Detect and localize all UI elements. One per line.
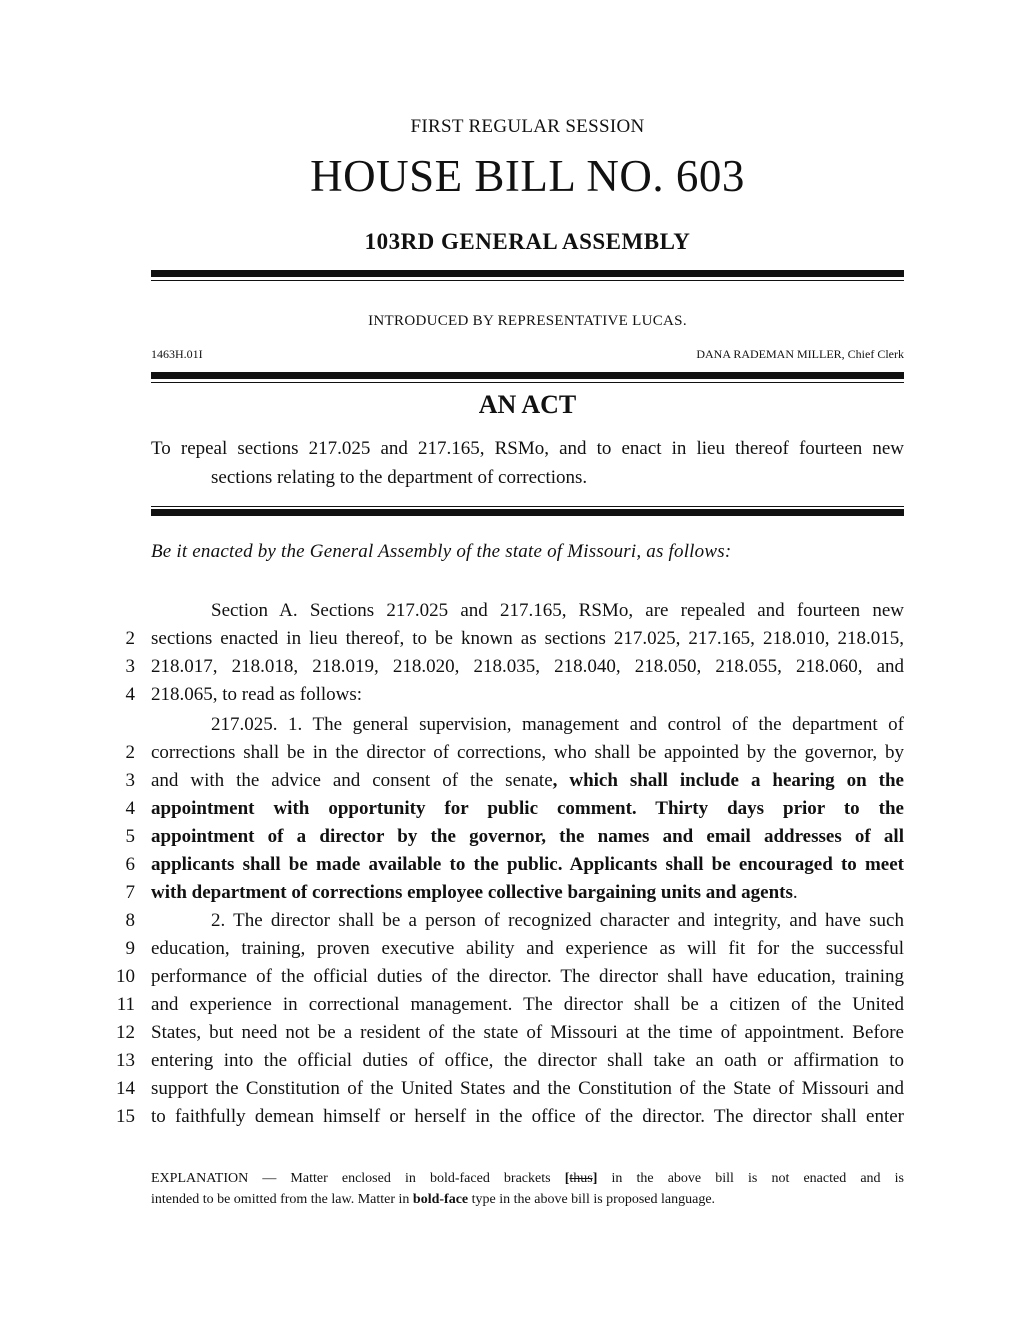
line-text: sections enacted in lieu thereof, to be known as sections 217.025, 217.165, 218.010, 218.015,	[151, 628, 904, 649]
statute-line	[125, 879, 904, 907]
statute-line	[125, 823, 904, 851]
line-number: 14	[116, 1078, 135, 1099]
line-text: and with the advice and consent of the senate	[151, 770, 553, 791]
section-a-line	[125, 625, 904, 653]
line-number: 3	[125, 656, 135, 677]
bold-word: bold-face	[412, 1192, 469, 1207]
explanation-text: type in the above bill is proposed language.	[468, 1192, 716, 1207]
act-title-line-2: sections relating to the department of corrections.	[211, 467, 588, 488]
struck-word: thus	[569, 1171, 593, 1186]
statute-line	[116, 1103, 904, 1131]
statute-line	[116, 991, 904, 1019]
section-a-line	[125, 653, 904, 681]
proposed-language: with department of corrections employee collective bargaining units and agents	[151, 882, 793, 903]
thick-rule-middle	[151, 372, 904, 379]
line-number: 7	[125, 882, 135, 903]
line-number: 5	[125, 826, 135, 847]
act-title	[151, 434, 904, 492]
line-number: 8	[125, 910, 135, 931]
line-number: 2	[125, 742, 135, 763]
line-number: 10	[116, 966, 135, 987]
explanation-text: intended to be omitted from the law. Matter in	[151, 1192, 413, 1207]
bold-bracket: ]	[592, 1171, 598, 1186]
thick-rule-top	[151, 270, 904, 277]
line-number: 4	[125, 684, 135, 705]
statute-line	[125, 739, 904, 767]
line-text: to faithfully demean himself or herself in the office of the director. The director shall enter	[151, 1106, 904, 1127]
line-number: 13	[116, 1050, 135, 1071]
assembly-label: 103RD GENERAL ASSEMBLY	[364, 229, 691, 254]
bill-number: HOUSE BILL NO. 603	[310, 151, 745, 201]
line-text: 218.065, to read as follows:	[151, 684, 363, 705]
thin-rule-middle	[151, 382, 904, 383]
act-heading: AN ACT	[478, 390, 577, 419]
explanation-line-2	[151, 1192, 715, 1207]
line-text: .	[792, 882, 798, 903]
line-text: 2. The director shall be a person of recognized character and integrity, and have such	[211, 910, 904, 931]
explanation-text: in the above bill is not enacted and is	[597, 1171, 904, 1186]
bold-bracket: [	[564, 1171, 570, 1186]
line-number: 3	[125, 770, 135, 791]
statute-line	[125, 767, 904, 795]
statute-line	[116, 1047, 904, 1075]
line-text: performance of the official duties of the director. The director shall have education, training	[151, 966, 904, 987]
line-text: and experience in correctional management. The director shall be a citizen of the United	[151, 994, 904, 1015]
thin-rule-bottom	[151, 506, 904, 507]
statute-line	[116, 1019, 904, 1047]
thin-rule-top	[151, 280, 904, 281]
line-number: 11	[116, 994, 135, 1015]
statute-line	[116, 1075, 904, 1103]
proposed-language: , which shall include a hearing on the	[552, 770, 904, 791]
proposed-language: appointment with opportunity for public comment. Thirty days prior to the	[151, 798, 904, 819]
chief-clerk: DANA RADEMAN MILLER, Chief Clerk	[696, 347, 904, 361]
line-number: 9	[125, 938, 135, 959]
statute-line	[116, 963, 904, 991]
line-number: 15	[116, 1106, 135, 1127]
line-number: 4	[125, 798, 135, 819]
thick-rule-bottom	[151, 509, 904, 516]
line-text: 217.025. 1. The general supervision, management and control of the department of	[211, 714, 904, 735]
line-text: corrections shall be in the director of corrections, who shall be appointed by the governor, by	[151, 742, 904, 763]
enacting-clause: Be it enacted by the General Assembly of the state of Missouri, as follows:	[151, 541, 732, 562]
statute-line	[151, 711, 904, 739]
explanation-line-1	[151, 1168, 904, 1189]
line-text: entering into the official duties of office, the director shall take an oath or affirmation to	[151, 1050, 904, 1071]
statute-line	[125, 851, 904, 879]
explanation-note	[151, 1168, 904, 1210]
line-text: States, but need not be a resident of the state of Missouri at the time of appointment. Before	[151, 1022, 904, 1043]
line-number: 2	[125, 628, 135, 649]
bill-code: 1463H.01I	[151, 347, 203, 361]
statute-line	[125, 907, 904, 935]
act-title-line-1: To repeal sections 217.025 and 217.165, RSMo, and to enact in lieu thereof fourteen new	[151, 438, 904, 459]
line-number: 12	[116, 1022, 135, 1043]
explanation-text: EXPLANATION — Matter enclosed in bold-faced brackets	[151, 1171, 565, 1186]
session-label: FIRST REGULAR SESSION	[410, 116, 645, 137]
introduced-by: INTRODUCED BY REPRESENTATIVE LUCAS.	[368, 313, 687, 329]
line-text: support the Constitution of the United States and the Constitution of the State of Missouri and	[151, 1078, 904, 1099]
statute-line	[125, 795, 904, 823]
statute-line	[125, 935, 904, 963]
proposed-language: applicants shall be made available to the public. Applicants shall be encouraged to meet	[151, 854, 904, 875]
section-a-line	[151, 597, 904, 625]
proposed-language: appointment of a director by the governor, the names and email addresses of all	[151, 826, 904, 847]
line-text: 218.017, 218.018, 218.019, 218.020, 218.035, 218.040, 218.050, 218.055, 218.060, and	[151, 656, 904, 677]
line-text: Section A. Sections 217.025 and 217.165, RSMo, are repealed and fourteen new	[211, 600, 904, 621]
line-text: education, training, proven executive ability and experience as will fit for the successful	[151, 938, 904, 959]
section-a-line	[125, 681, 904, 709]
line-number: 6	[125, 854, 135, 875]
